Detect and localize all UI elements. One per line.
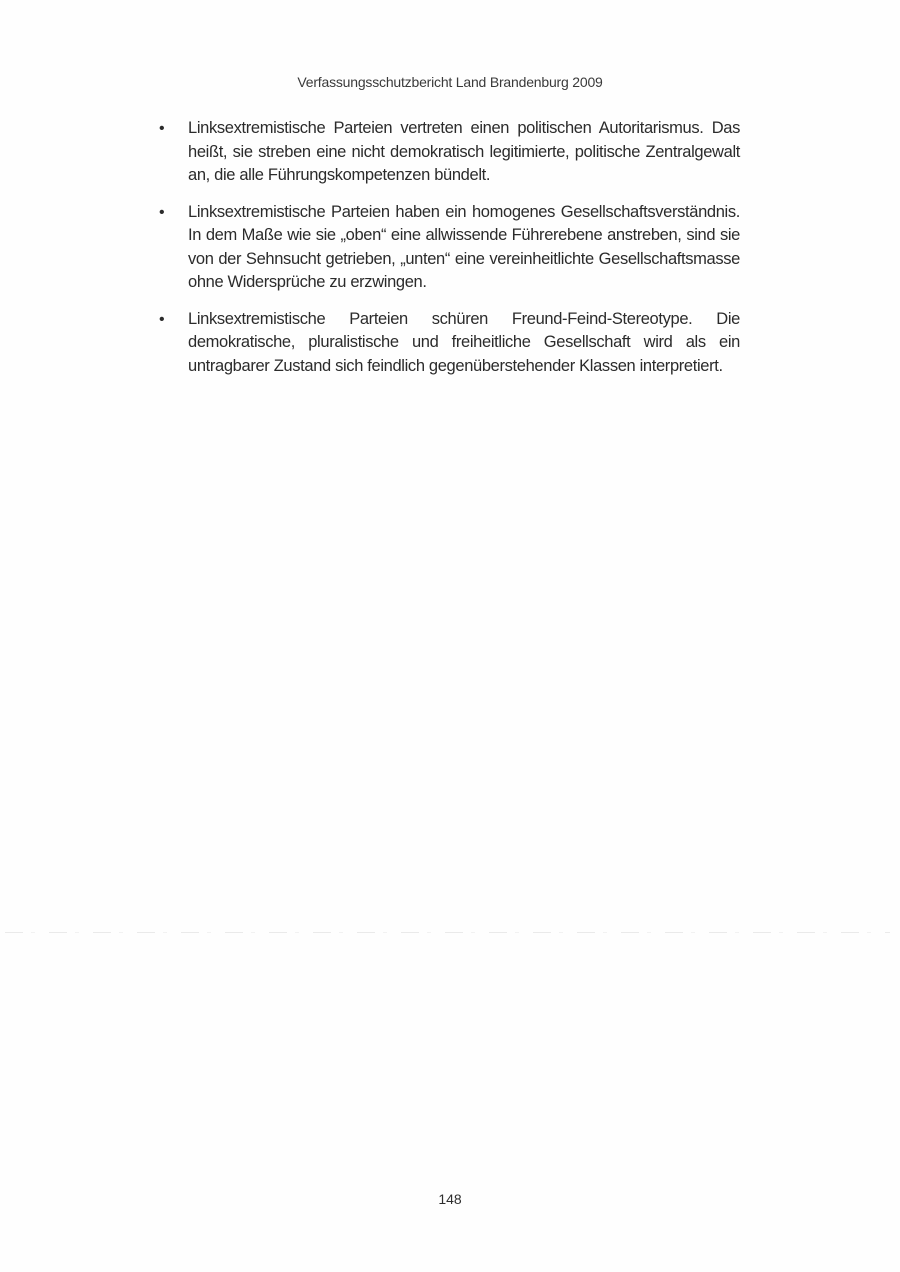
bullet-icon: • (159, 120, 165, 137)
running-header: Verfassungsschutzbericht Land Brandenburg 2009 (297, 74, 603, 90)
bullet-icon: • (159, 203, 165, 221)
bullet-item-3 (155, 308, 740, 379)
bullet-icon: • (159, 310, 165, 328)
bullet-item-1 (155, 117, 740, 188)
scan-artifact-line (5, 932, 890, 933)
bullet-text: Linksextremistische Parteien vertreten einen politischen Autoritarismus. Das heißt, sie streben eine nicht demokratisch legitimierte, politische Zentralgewalt an, die alle Führungskompetenzen bündelt. (188, 119, 740, 184)
bullet-text: Linksextremistische Parteien haben ein homogenes Gesellschaftsverständnis. In dem Maße wie sie „oben“ eine allwissende Führerebene anstreben, sind sie von der Sehnsucht getrieben, „unten“ eine vereinheitlichte Gesellschaftsmasse ohne Widersprüche zu erzwingen. (188, 202, 740, 291)
bullet-item-2 (155, 201, 740, 295)
page-number: 148 (438, 1191, 462, 1207)
bullet-text: Linksextremistische Parteien schüren Freund-Feind-Stereotype. Die demokratische, pluralistische und freiheitliche Gesellschaft wird als ein untragbarer Zustand sich feindlich gegenüberstehender Klassen interpretiert. (188, 309, 740, 375)
bullet-list (155, 117, 740, 391)
